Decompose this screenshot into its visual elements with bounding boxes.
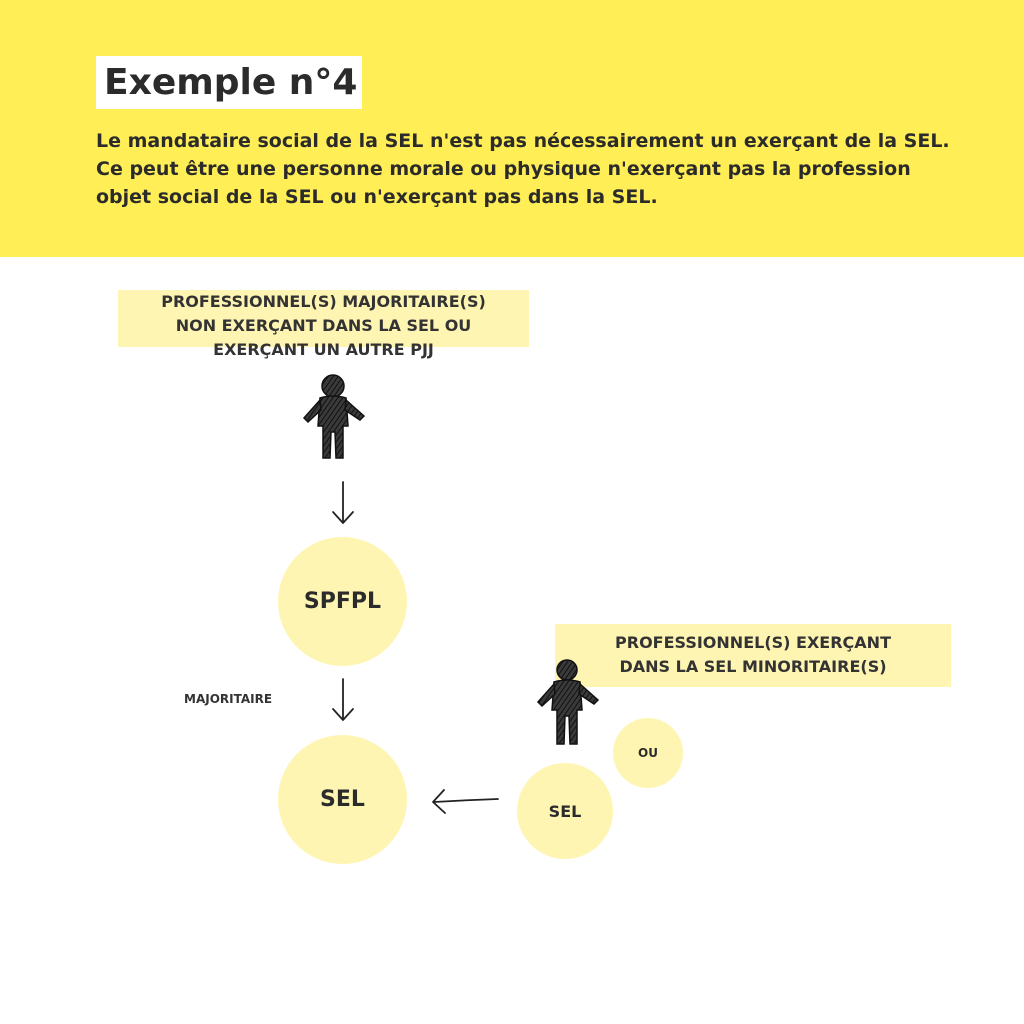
arrow-left-icon xyxy=(428,786,502,816)
spfpl-label: SPFPL xyxy=(303,589,382,614)
majoritaire-label: MAJORITAIRE xyxy=(184,692,273,706)
sel-small-label: SEL xyxy=(548,801,582,821)
sel-main-circle xyxy=(278,735,407,864)
person-icon xyxy=(532,656,604,748)
ou-label: OU xyxy=(638,746,658,760)
arrow-down-icon xyxy=(330,677,356,723)
minority-professional-label xyxy=(555,624,951,687)
majority-professional-label xyxy=(118,290,529,359)
arrow-down-icon xyxy=(330,480,356,526)
spfpl-circle xyxy=(278,537,407,666)
label-line: DANS LA SEL MINORITAIRE(S) xyxy=(619,657,887,676)
sel-main-label: SEL xyxy=(320,787,365,812)
person-icon xyxy=(298,370,370,462)
label-line: PROFESSIONNEL(S) EXERÇANT xyxy=(615,633,891,652)
page-title: Exemple n°4 xyxy=(96,56,362,109)
intro-text xyxy=(96,127,976,211)
intro-line: objet social de la SEL ou n'exerçant pas dans la SEL. xyxy=(96,186,658,208)
intro-line: Le mandataire social de la SEL n'est pas nécessairement un exerçant de la SEL. xyxy=(96,130,950,152)
label-line: EXERÇANT UN AUTRE PJJ xyxy=(213,340,434,359)
ou-circle xyxy=(613,718,683,788)
intro-line: Ce peut être une personne morale ou physique n'exerçant pas la profession xyxy=(96,158,911,180)
label-line: PROFESSIONNEL(S) MAJORITAIRE(S) xyxy=(161,292,486,311)
sel-small-circle xyxy=(517,763,613,859)
label-line: NON EXERÇANT DANS LA SEL OU xyxy=(175,316,472,335)
header-banner xyxy=(0,0,1024,257)
